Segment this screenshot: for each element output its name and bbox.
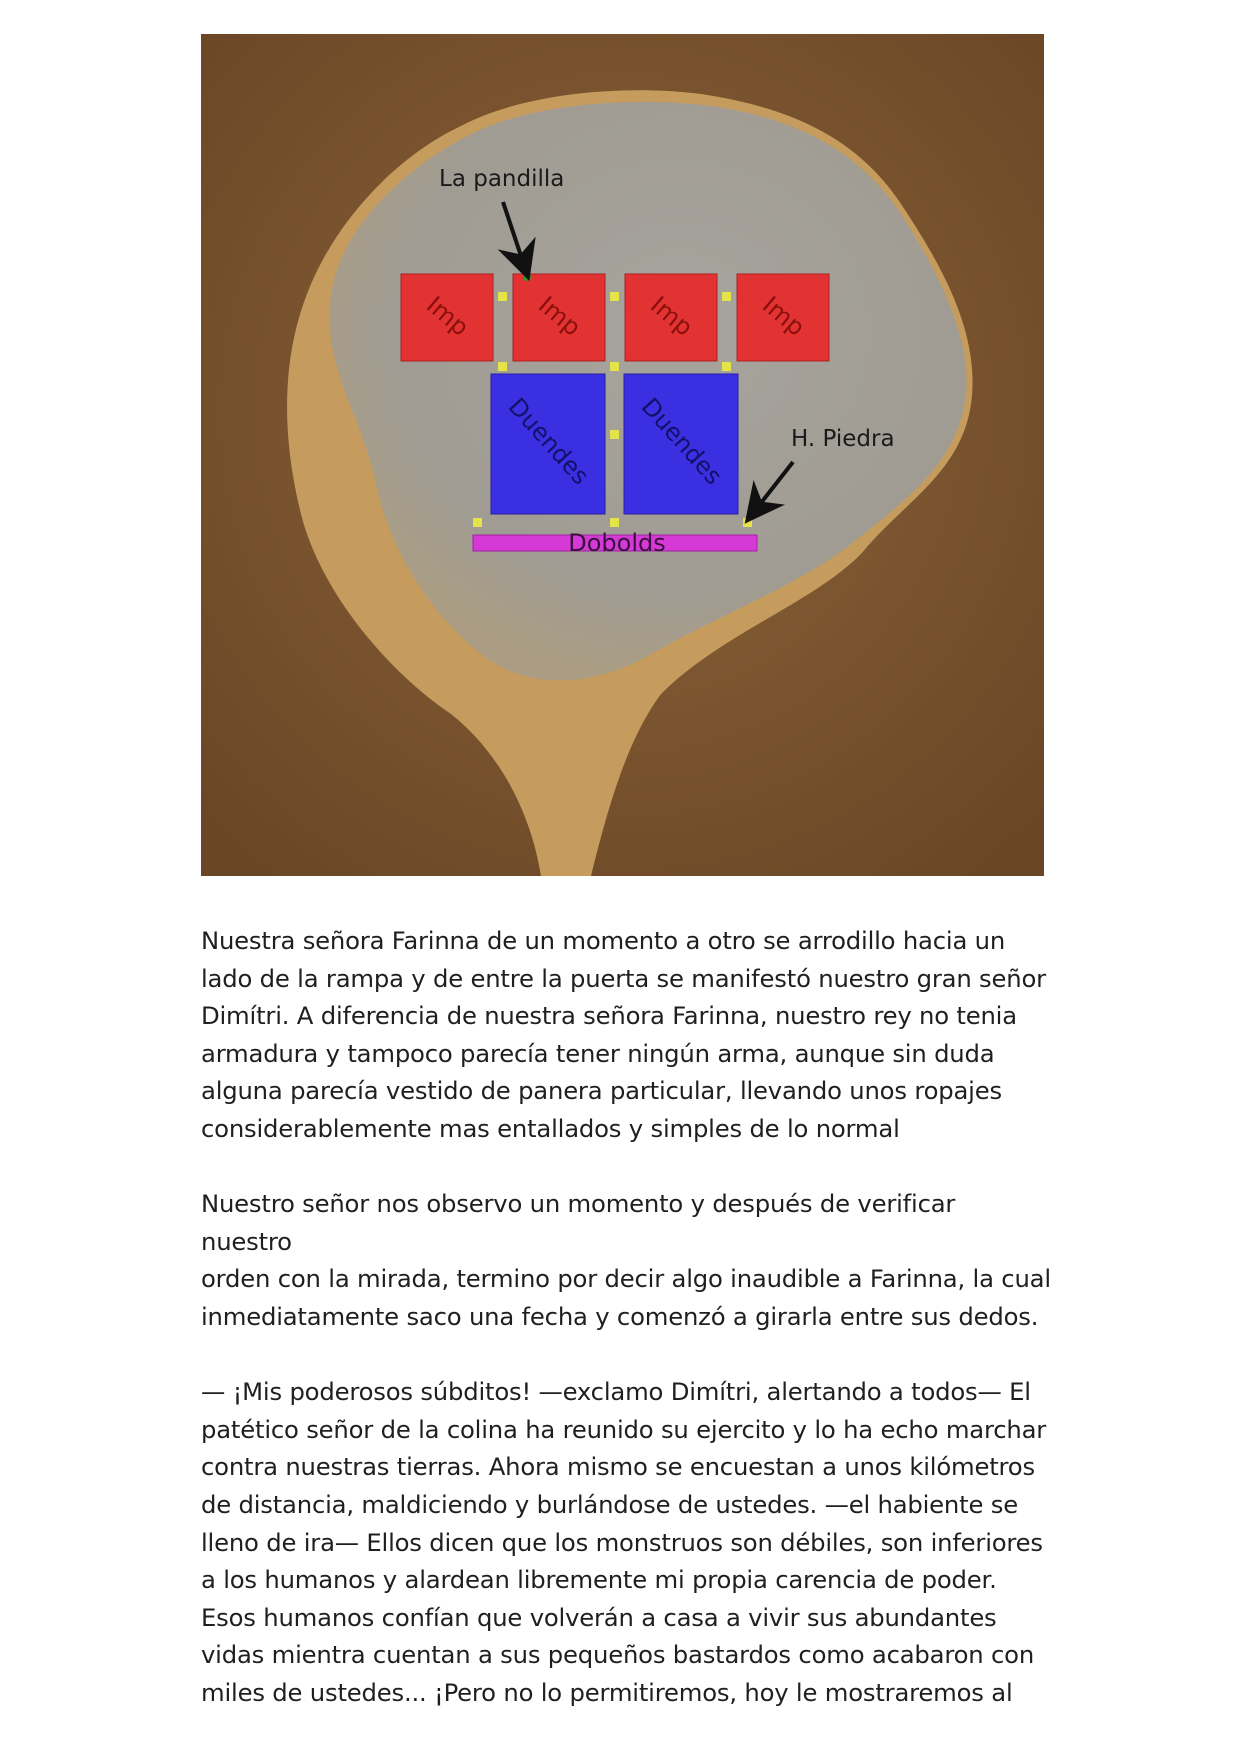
stone-label: H. Piedra (791, 426, 895, 452)
imp-squad-1 (401, 274, 493, 361)
duendes-label: Duendes (502, 392, 595, 491)
duendes-squad-2 (624, 374, 738, 514)
imp-label: Imp (421, 290, 475, 342)
dobolds-label: Dobolds (568, 529, 666, 557)
duendes-squad-1 (491, 374, 605, 514)
battle-formation-map (201, 34, 1044, 876)
paragraph: — ¡Mis poderosos súbditos! —exclamo Dimítri, alertando a todos— El patético señor de la colina ha reunido su ejercito y lo ha echo marchar contra nuestras tierras. Ahora mismo se encuestan a unos kilómetros de distancia, maldiciendo y burlándose de ustedes. —el habiente se lleno de ira— Ellos dicen que los monstruos son débiles, son inferiores a los humanos y alardean libremente mi propia carencia de poder. Esos humanos confían que volverán a casa a vivir sus abundantes vidas mientra cuentan a sus pequeños bastardos como acabaron con miles de ustedes... ¡Pero no lo permitiremos, hoy le mostraremos al (201, 1377, 1047, 1707)
imp-label: Imp (757, 290, 811, 342)
imp-label: Imp (645, 290, 699, 342)
imp-squad-4 (737, 274, 829, 361)
duendes-label: Duendes (635, 392, 728, 491)
leader-marker (523, 273, 531, 281)
imp-label: Imp (533, 290, 587, 342)
imp-squad-3 (625, 274, 717, 361)
story-text (201, 922, 1051, 1711)
gang-label: La pandilla (439, 166, 565, 192)
paragraph: Nuestra señora Farinna de un momento a otro se arrodillo hacia un lado de la rampa y de entre la puerta se manifestó nuestro gran señor Dimítri. A diferencia de nuestra señora Farinna, nuestro rey no tenia armadura y tampoco parecía tener ningún arma, aunque sin duda alguna parecía vestido de panera particular, llevando unos ropajes considerablemente mas entallados y simples de lo normal (201, 926, 1046, 1143)
imp-squad-2 (513, 274, 605, 361)
paragraph: Nuestro señor nos observo un momento y después de verificar nuestro orden con la mirada, termino por decir algo inaudible a Farinna, la cual inmediatamente saco una fecha y comenzó a girarla entre sus dedos. (201, 1189, 1051, 1331)
